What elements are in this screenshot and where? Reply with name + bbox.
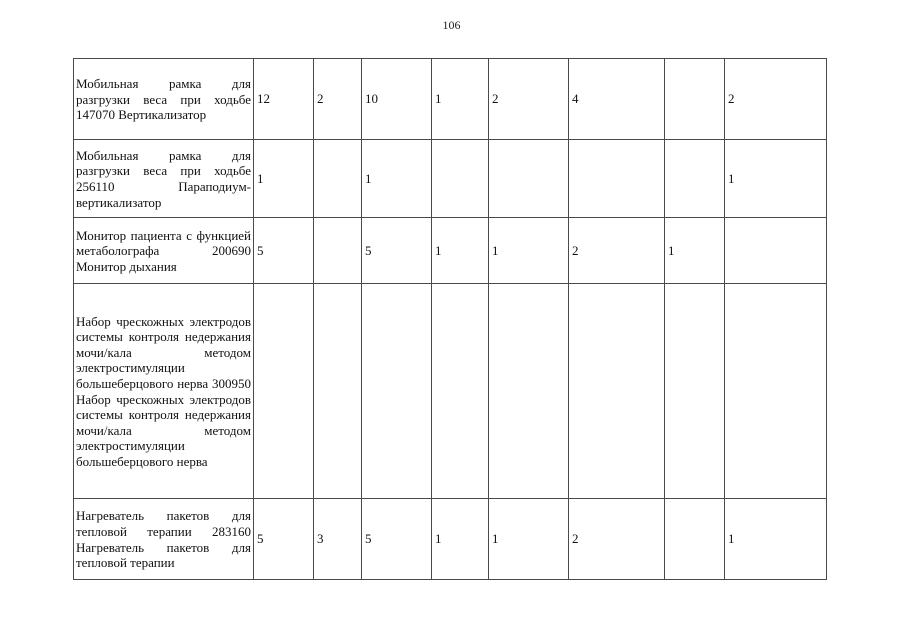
quantity-cell [314,218,362,284]
quantity-cell: 2 [489,59,569,140]
page-number: 106 [442,18,461,32]
quantity-cell: 1 [489,218,569,284]
table-row [74,218,827,284]
quantity-cell: 1 [725,499,827,580]
quantity-cell: 3 [314,499,362,580]
quantity-cell: 12 [254,59,314,140]
quantity-cell: 2 [314,59,362,140]
table-row [74,499,827,580]
quantity-cell [665,59,725,140]
quantity-cell: 1 [432,499,489,580]
quantity-cell: 1 [665,218,725,284]
equipment-name-cell: Мобильная рамка для разгрузки веса при ходьбе 147070 Вертикализатор [74,59,254,140]
quantity-cell: 2 [569,218,665,284]
quantity-cell [665,284,725,499]
quantity-cell: 5 [362,218,432,284]
quantity-cell: 1 [489,499,569,580]
quantity-cell: 1 [432,218,489,284]
equipment-name-cell: Набор чрескожных электродов системы контроля недержания мочи/кала методом электростимуляции большеберцового нерва 300950 Набор чрескожных электродов системы контроля недержания мочи/кала методом электростимуляции большеберцового нерва [74,284,254,499]
quantity-cell [725,218,827,284]
quantity-cell [725,284,827,499]
equipment-table [73,58,827,580]
quantity-cell: 1 [725,140,827,218]
equipment-name-cell: Мобильная рамка для разгрузки веса при ходьбе 256110 Параподиум-вертикализатор [74,140,254,218]
quantity-cell: 5 [254,499,314,580]
equipment-name-cell: Нагреватель пакетов для тепловой терапии 283160 Нагреватель пакетов для тепловой терапии [74,499,254,580]
quantity-cell [314,284,362,499]
quantity-cell: 2 [569,499,665,580]
quantity-cell: 4 [569,59,665,140]
quantity-cell: 1 [362,140,432,218]
quantity-cell [665,140,725,218]
quantity-cell [489,140,569,218]
table-row [74,140,827,218]
quantity-cell [254,284,314,499]
quantity-cell [569,140,665,218]
quantity-cell: 10 [362,59,432,140]
quantity-cell [665,499,725,580]
quantity-cell: 2 [725,59,827,140]
table-row [74,59,827,140]
quantity-cell: 5 [254,218,314,284]
table-row [74,284,827,499]
quantity-cell [432,284,489,499]
quantity-cell [314,140,362,218]
quantity-cell [489,284,569,499]
quantity-cell: 5 [362,499,432,580]
quantity-cell [432,140,489,218]
quantity-cell: 1 [432,59,489,140]
equipment-name-cell: Монитор пациента с функцией метаболографа 200690 Монитор дыхания [74,218,254,284]
quantity-cell [362,284,432,499]
quantity-cell [569,284,665,499]
quantity-cell: 1 [254,140,314,218]
